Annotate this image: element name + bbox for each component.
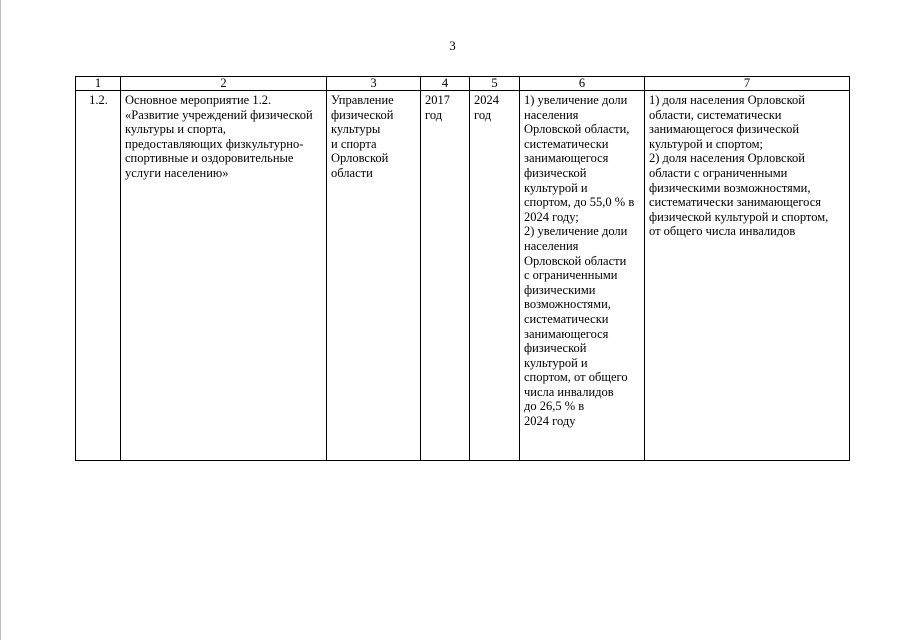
start-year: 2017 год	[421, 91, 470, 461]
column-name-header: 2	[121, 77, 327, 91]
target-indicators: 1) доля населения Орловской области, систематически занимающегося физической культурой и спортом; 2) доля населения Орловской области с ограниченными физическими возможностями, систематически занимающегося физической культурой и спортом, от общего числа инвалидов	[645, 91, 850, 461]
column-end-header: 5	[470, 77, 520, 91]
end-year: 2024 год	[470, 91, 520, 461]
column-indicator-header: 7	[645, 77, 850, 91]
page-left-edge	[0, 0, 1, 640]
column-executor-header: 3	[327, 77, 421, 91]
header-row	[76, 77, 850, 91]
page-number: 3	[449, 38, 456, 53]
measures-table	[75, 76, 850, 461]
column-result-header: 6	[520, 77, 645, 91]
table-row	[76, 91, 850, 461]
row-number: 1.2.	[76, 91, 121, 461]
responsible-executor: Управление физической культуры и спорта Орловской области	[327, 91, 421, 461]
expected-result: 1) увеличение доли населения Орловской области, систематически занимающегося физической культурой и спортом, до 55,0 % в 2024 году; 2) увеличение доли населения Орловской области с ограниченными физическими возможностями, систематически занимающегося физической культурой и спортом, от общего числа инвалидов до 26,5 % в 2024 году	[520, 91, 645, 461]
measure-name: Основное мероприятие 1.2. «Развитие учреждений физической культуры и спорта, предоставляющих физкультурно-спортивные и оздоровительные услуги населению»	[121, 91, 327, 461]
column-number-header: 1	[76, 77, 121, 91]
column-start-header: 4	[421, 77, 470, 91]
